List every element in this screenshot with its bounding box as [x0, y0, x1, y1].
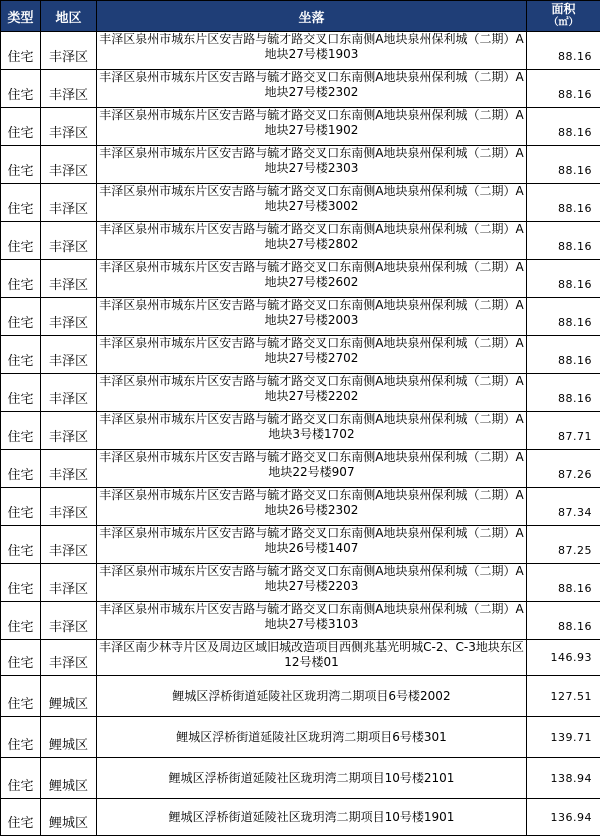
cell-area: 88.16 [527, 298, 600, 336]
cell-type: 住宅 [1, 336, 41, 374]
cell-address: 丰泽区泉州市城东片区安吉路与毓才路交叉口东南侧A地块泉州保利城（二期）A地块27号楼1902 [97, 108, 527, 146]
table-row [1, 336, 600, 374]
cell-district: 丰泽区 [41, 374, 97, 412]
table-row [1, 70, 600, 108]
table-row [1, 412, 600, 450]
cell-address: 丰泽区泉州市城东片区安吉路与毓才路交叉口东南侧A地块泉州保利城（二期）A地块27号楼3002 [97, 184, 527, 222]
cell-type: 住宅 [1, 488, 41, 526]
cell-district: 丰泽区 [41, 222, 97, 260]
table-row [1, 640, 600, 676]
cell-address: 丰泽区泉州市城东片区安吉路与毓才路交叉口东南侧A地块泉州保利城（二期）A地块27号楼2802 [97, 222, 527, 260]
table-row [1, 602, 600, 640]
cell-district: 丰泽区 [41, 488, 97, 526]
cell-district: 丰泽区 [41, 336, 97, 374]
cell-district: 鲤城区 [41, 758, 97, 799]
table-row [1, 676, 600, 717]
cell-type: 住宅 [1, 374, 41, 412]
cell-area: 146.93 [527, 640, 600, 676]
cell-type: 住宅 [1, 260, 41, 298]
cell-type: 住宅 [1, 640, 41, 676]
cell-area: 87.25 [527, 526, 600, 564]
cell-address: 丰泽区泉州市城东片区安吉路与毓才路交叉口东南侧A地块泉州保利城（二期）A地块26号楼2302 [97, 488, 527, 526]
cell-type: 住宅 [1, 717, 41, 758]
cell-address: 丰泽区泉州市城东片区安吉路与毓才路交叉口东南侧A地块泉州保利城（二期）A地块26号楼1407 [97, 526, 527, 564]
table-row [1, 799, 600, 836]
cell-address: 鲤城区浮桥街道延陵社区珑玥湾二期项目6号楼2002 [97, 676, 527, 717]
table-row [1, 32, 600, 70]
cell-address: 鲤城区浮桥街道延陵社区珑玥湾二期项目10号楼1901 [97, 799, 527, 836]
cell-type: 住宅 [1, 298, 41, 336]
cell-district: 鲤城区 [41, 717, 97, 758]
cell-type: 住宅 [1, 758, 41, 799]
table-row [1, 488, 600, 526]
cell-address: 丰泽区泉州市城东片区安吉路与毓才路交叉口东南侧A地块泉州保利城（二期）A地块27号楼2702 [97, 336, 527, 374]
cell-area: 136.94 [527, 799, 600, 836]
table-row [1, 564, 600, 602]
cell-address: 丰泽区泉州市城东片区安吉路与毓才路交叉口东南侧A地块泉州保利城（二期）A地块27号楼2602 [97, 260, 527, 298]
cell-area: 88.16 [527, 564, 600, 602]
cell-type: 住宅 [1, 564, 41, 602]
cell-area: 127.51 [527, 676, 600, 717]
header-district: 地区 [41, 1, 97, 32]
cell-area: 88.16 [527, 146, 600, 184]
cell-area: 88.16 [527, 222, 600, 260]
header-area [527, 1, 600, 32]
cell-type: 住宅 [1, 799, 41, 836]
cell-address: 丰泽区泉州市城东片区安吉路与毓才路交叉口东南侧A地块泉州保利城（二期）A地块27号楼2202 [97, 374, 527, 412]
cell-district: 丰泽区 [41, 108, 97, 146]
cell-address: 鲤城区浮桥街道延陵社区珑玥湾二期项目10号楼2101 [97, 758, 527, 799]
cell-district: 丰泽区 [41, 146, 97, 184]
cell-district: 丰泽区 [41, 32, 97, 70]
header-area-label: 面积 [551, 2, 575, 16]
cell-type: 住宅 [1, 676, 41, 717]
cell-district: 丰泽区 [41, 450, 97, 488]
table-row [1, 260, 600, 298]
cell-area: 88.16 [527, 32, 600, 70]
cell-address: 丰泽区泉州市城东片区安吉路与毓才路交叉口东南侧A地块泉州保利城（二期）A地块27号楼2303 [97, 146, 527, 184]
header-type: 类型 [1, 1, 41, 32]
table-row [1, 526, 600, 564]
cell-type: 住宅 [1, 32, 41, 70]
cell-area: 88.16 [527, 184, 600, 222]
cell-district: 丰泽区 [41, 526, 97, 564]
cell-address: 丰泽区泉州市城东片区安吉路与毓才路交叉口东南侧A地块泉州保利城（二期）A地块27号楼2203 [97, 564, 527, 602]
cell-type: 住宅 [1, 70, 41, 108]
cell-district: 丰泽区 [41, 70, 97, 108]
header-area-unit: （㎡） [527, 16, 600, 29]
cell-district: 丰泽区 [41, 298, 97, 336]
table-row [1, 108, 600, 146]
cell-type: 住宅 [1, 412, 41, 450]
header-address: 坐落 [97, 1, 527, 32]
cell-type: 住宅 [1, 450, 41, 488]
cell-type: 住宅 [1, 526, 41, 564]
cell-address: 鲤城区浮桥街道延陵社区珑玥湾二期项目6号楼301 [97, 717, 527, 758]
cell-address: 丰泽区南少林寺片区及周边区域旧城改造项目西侧兆基光明城C-2、C-3地块东区12号楼01 [97, 640, 527, 676]
table-row [1, 184, 600, 222]
cell-type: 住宅 [1, 146, 41, 184]
cell-address: 丰泽区泉州市城东片区安吉路与毓才路交叉口东南侧A地块泉州保利城（二期）A地块27号楼2003 [97, 298, 527, 336]
cell-area: 88.16 [527, 602, 600, 640]
table-row [1, 758, 600, 799]
table-row [1, 450, 600, 488]
cell-area: 87.26 [527, 450, 600, 488]
cell-address: 丰泽区泉州市城东片区安吉路与毓才路交叉口东南侧A地块泉州保利城（二期）A地块22号楼907 [97, 450, 527, 488]
cell-type: 住宅 [1, 602, 41, 640]
cell-type: 住宅 [1, 184, 41, 222]
table-row [1, 222, 600, 260]
cell-district: 鲤城区 [41, 799, 97, 836]
cell-address: 丰泽区泉州市城东片区安吉路与毓才路交叉口东南侧A地块泉州保利城（二期）A地块27号楼3103 [97, 602, 527, 640]
cell-area: 88.16 [527, 260, 600, 298]
cell-district: 丰泽区 [41, 184, 97, 222]
table-row [1, 146, 600, 184]
cell-type: 住宅 [1, 222, 41, 260]
table-row [1, 298, 600, 336]
cell-district: 丰泽区 [41, 564, 97, 602]
cell-district: 丰泽区 [41, 260, 97, 298]
cell-address: 丰泽区泉州市城东片区安吉路与毓才路交叉口东南侧A地块泉州保利城（二期）A地块27号楼1903 [97, 32, 527, 70]
cell-district: 丰泽区 [41, 412, 97, 450]
table-row [1, 374, 600, 412]
table-row [1, 717, 600, 758]
cell-district: 丰泽区 [41, 602, 97, 640]
cell-area: 88.16 [527, 374, 600, 412]
cell-district: 鲤城区 [41, 676, 97, 717]
table-header-row [1, 1, 600, 32]
cell-area: 138.94 [527, 758, 600, 799]
cell-type: 住宅 [1, 108, 41, 146]
cell-district: 丰泽区 [41, 640, 97, 676]
cell-area: 88.16 [527, 336, 600, 374]
cell-area: 87.71 [527, 412, 600, 450]
cell-area: 139.71 [527, 717, 600, 758]
cell-area: 87.34 [527, 488, 600, 526]
cell-area: 88.16 [527, 70, 600, 108]
cell-address: 丰泽区泉州市城东片区安吉路与毓才路交叉口东南侧A地块泉州保利城（二期）A地块3号楼1702 [97, 412, 527, 450]
cell-address: 丰泽区泉州市城东片区安吉路与毓才路交叉口东南侧A地块泉州保利城（二期）A地块27号楼2302 [97, 70, 527, 108]
cell-area: 88.16 [527, 108, 600, 146]
